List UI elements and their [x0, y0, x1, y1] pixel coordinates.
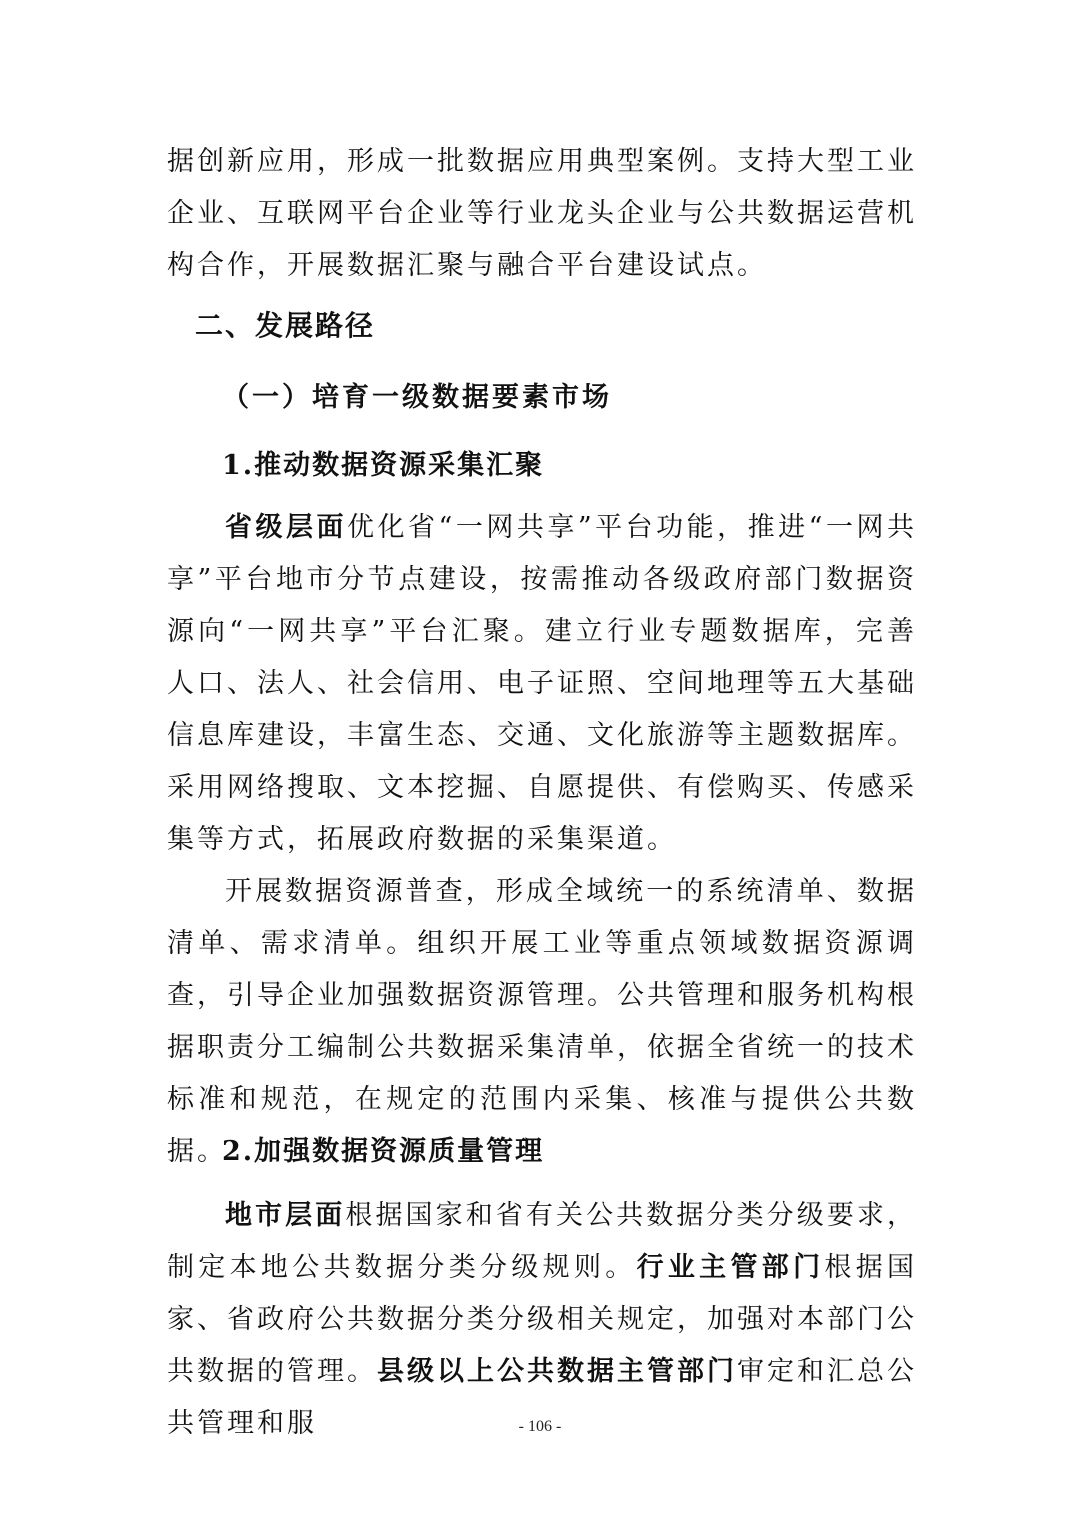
item1-heading: 1.推动数据资源采集汇聚 [222, 450, 545, 481]
section-heading: 二、发展路径 [195, 309, 376, 342]
item2-para1-text2: 根据国家、省政府公共数据分类分级相关规定，加强对本部门公共数据的管理。 [167, 1252, 918, 1387]
item2-heading: 2.加强数据资源质量管理 [222, 1136, 545, 1167]
intro-paragraph: 据创新应用，形成一批数据应用典型案例。支持大型工业企业、互联网平台企业等行业龙头企业与公共数据运营机构合作，开展数据汇聚与融合平台建设试点。 [167, 146, 917, 281]
item1-body [167, 502, 917, 1178]
page-number: - 106 - [518, 1418, 562, 1435]
item2-para1-lead3: 县级以上公共数据主管部门 [377, 1356, 737, 1387]
item2-para1-text3: 审定和汇总公共管理和服 [167, 1356, 917, 1439]
item1-para1-text: 优化省“一网共享”平台功能，推进“一网共享”平台地市分节点建设，按需推动各级政府部门数据资源向“一网共享”平台汇聚。建立行业专题数据库，完善人口、法人、社会信用、电子证照、空间地理等五大基础信息库建设，丰富生态、交通、文化旅游等主题数据库。采用网络搜取、文本挖掘、自愿提供、有偿购买、传感采集等方式，拓展政府数据的采集渠道。 [167, 512, 917, 855]
item1-paragraph-2: 开展数据资源普查，形成全域统一的系统清单、数据清单、需求清单。组织开展工业等重点领域数据资源调查，引导企业加强数据资源管理。公共管理和服务机构根据职责分工编制公共数据采集清单，依据全省统一的技术标准和规范，在规定的范围内采集、核准与提供公共数据。 [167, 876, 917, 1167]
item2-para1-lead2: 行业主管部门 [636, 1252, 825, 1283]
item2-para1-lead1: 地市层面 [225, 1200, 346, 1231]
subsection-heading: （一）培育一级数据要素市场 [222, 382, 612, 413]
item2-body [167, 1190, 917, 1450]
item1-paragraph-1 [167, 502, 917, 866]
item2-paragraph-1 [167, 1190, 917, 1450]
intro-paragraph-block [167, 136, 917, 292]
item1-para1-lead: 省级层面 [225, 512, 348, 543]
item2-para1-text1: 根据国家和省有关公共数据分类分级要求，制定本地公共数据分类分级规则。 [167, 1200, 918, 1283]
